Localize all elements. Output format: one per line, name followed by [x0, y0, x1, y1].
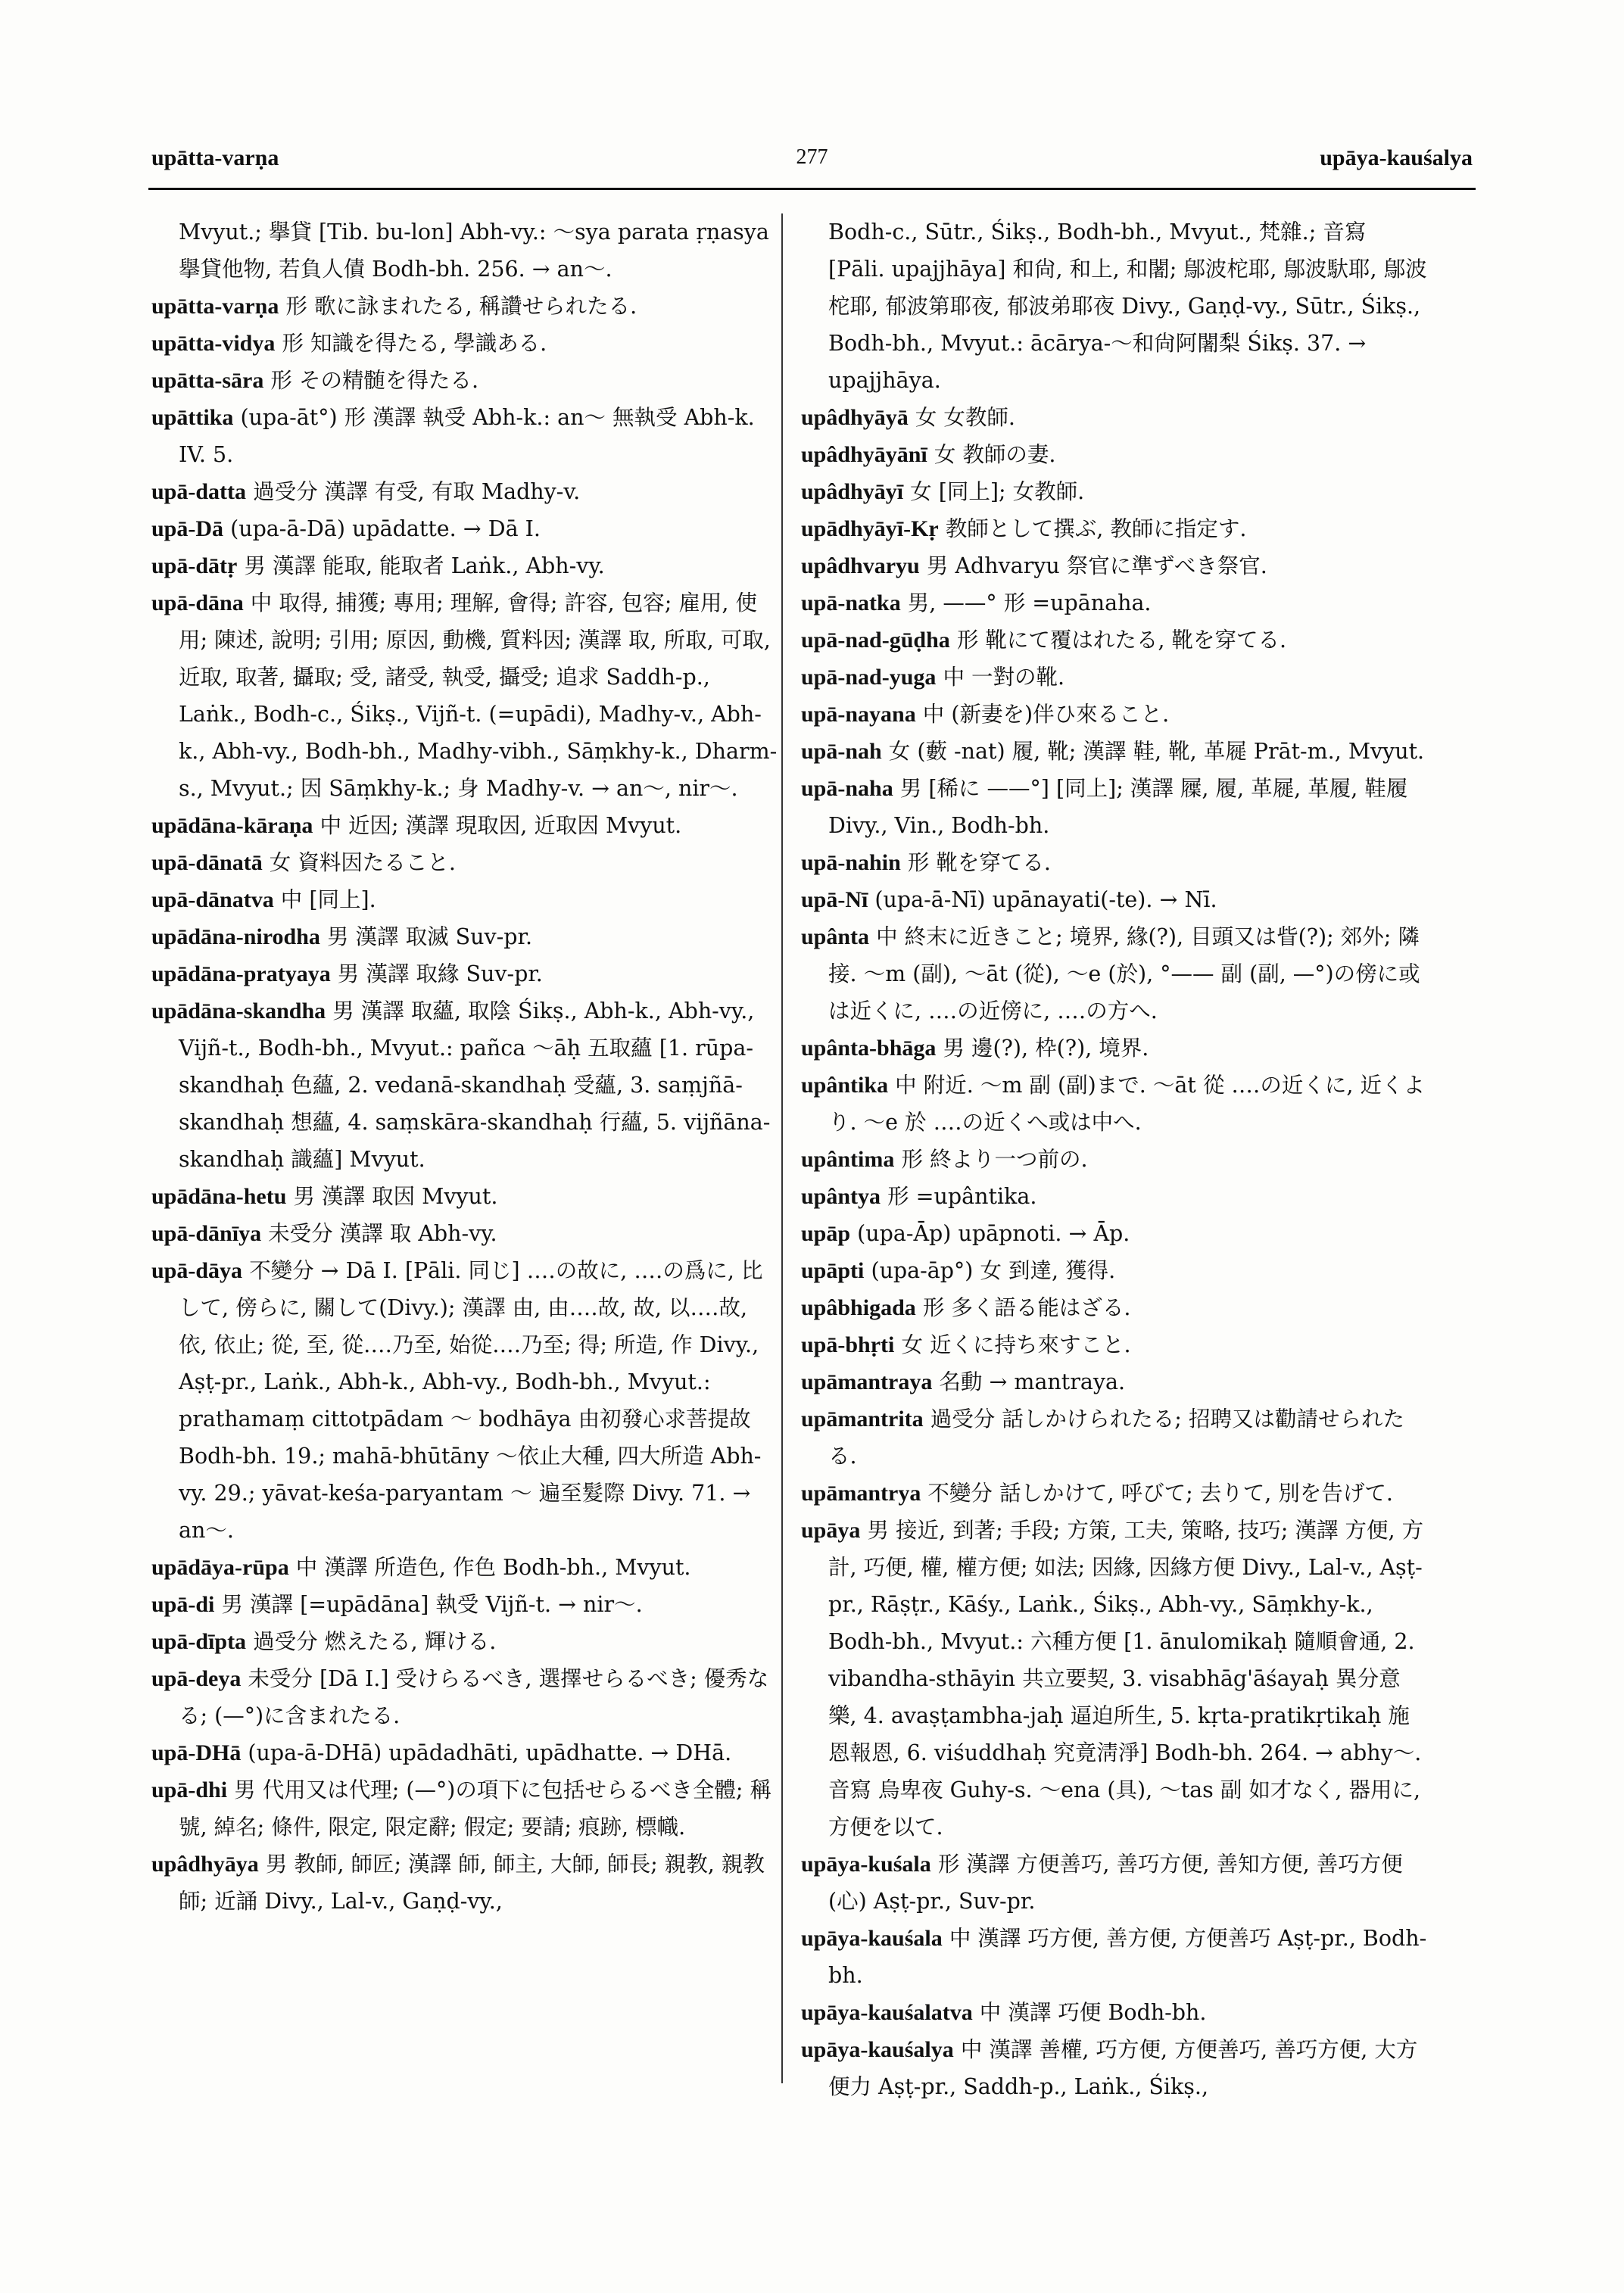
entry-headword: upāpti [801, 1258, 865, 1283]
entry-headword: upāya [801, 1518, 861, 1543]
dictionary-entry [151, 362, 778, 399]
entry-headword: upā-nayana [801, 702, 916, 727]
dictionary-entry [151, 1771, 778, 1846]
entry-definition: 男 漢譯 取蘊, 取陰 Śikṣ., Abh-k., Abh-vy., Vijñ-t., Bodh-bh., Mvyut.: pañca 〜āḥ 五取蘊 [1. rūpa-skandhaḥ 色蘊, 2. vedanā-skandhaḥ 受蘊, 3. saṃjñā-skandhaḥ 想蘊, 4. saṃskāra-skandhaḥ 行蘊, 5. vijñāna-skandhaḥ 識蘊] Mvyut. [179, 999, 771, 1172]
dictionary-entry [801, 213, 1428, 399]
entry-definition: 中 近因; 漢譯 現取因, 近取因 Mvyut. [320, 813, 682, 838]
dictionary-entry [801, 918, 1428, 1030]
entry-headword: upā-DHā [151, 1740, 242, 1765]
dictionary-entry [801, 1400, 1428, 1475]
page-number: 277 [796, 145, 828, 169]
entry-definition: 男 漢譯 取滅 Suv-pr. [326, 924, 533, 949]
entry-headword: upāmantraya [801, 1369, 933, 1394]
entry-definition: 不變分 話しかけて, 呼びて; 去りて, 別を告げて. [927, 1481, 1393, 1506]
entry-definition: Bodh-c., Sūtr., Śikṣ., Bodh-bh., Mvyut., 梵雜.; 音寫 [Pāli. upajjhāya] 和尙, 和上, 和闍; 鄔波柁耶, 鄔波馱耶, 鄔波柁耶, 郁波第耶夜, 郁波弟耶夜 Divy., Gaṇḍ-vy., Sūtr., Śikṣ., Bodh-bh., Mvyut.: ācārya-〜和尙阿闍梨 Śikṣ. 37. → upajjhāya. [828, 220, 1427, 393]
entry-definition: 中 漢譯 善權, 巧方便, 方便善巧, 善巧方便, 大方便力 Aṣṭ-pr., Saddh-p., Laṅk., Śikṣ., [828, 2037, 1418, 2099]
dictionary-entry [151, 288, 778, 325]
entry-definition: 中 漢譯 巧方便, 善方便, 方便善巧 Aṣṭ-pr., Bodh-bh. [828, 1926, 1427, 1988]
entry-definition: 中 一對の靴. [943, 665, 1065, 690]
dictionary-entry [151, 510, 778, 547]
dictionary-entry [801, 1067, 1428, 1141]
entry-headword: upâdhyāyānī [801, 442, 927, 467]
entry-headword: upāya-kuśala [801, 1852, 931, 1877]
dictionary-entry [801, 1363, 1428, 1400]
dictionary-entry [151, 1215, 778, 1252]
dictionary-entry [151, 1846, 778, 1920]
entry-headword: upādāna-skandha [151, 999, 326, 1023]
running-head-right: upāya-kauśalya [1320, 145, 1473, 170]
entry-headword: upā-datta [151, 479, 247, 504]
entry-headword: upā-nad-yuga [801, 665, 937, 690]
dictionary-entry [801, 399, 1428, 436]
column-divider [781, 213, 783, 2083]
entry-definition: 中 附近. 〜m 副 (副)まで. 〜āt 從 ‥‥の近くに, 近くより. 〜e 於 ‥‥の近くへ或は中へ. [828, 1073, 1426, 1135]
entry-headword: upā-dātṛ [151, 553, 238, 578]
dictionary-entry [151, 844, 778, 881]
entry-headword: upântya [801, 1184, 881, 1209]
entry-definition: 過受分 漢譯 有受, 有取 Madhy-v. [253, 479, 581, 504]
entry-headword: upântika [801, 1073, 889, 1098]
entry-definition: 形 その精髄を得たる. [270, 368, 479, 393]
dictionary-entry [151, 473, 778, 510]
left-column [151, 213, 778, 2121]
entry-headword: upāya-kauśala [801, 1926, 943, 1951]
entry-headword: upāttika [151, 405, 234, 430]
entry-headword: upādāna-kāraṇa [151, 813, 313, 838]
dictionary-entry [151, 1178, 778, 1215]
entry-headword: upā-dhi [151, 1777, 228, 1802]
dictionary-entry [151, 584, 778, 807]
dictionary-entry [801, 1289, 1428, 1326]
dictionary-entry [151, 807, 778, 844]
dictionary-entry [151, 1252, 778, 1549]
dictionary-entry [151, 1734, 778, 1771]
entry-definition: 男 邊(?), 枠(?), 境界. [943, 1036, 1149, 1061]
entry-headword: upā-Dā [151, 516, 224, 541]
dictionary-entry [151, 213, 778, 288]
entry-definition: (upa-Āp) upāpnoti. → Āp. [857, 1221, 1130, 1246]
entry-headword: upādāna-pratyaya [151, 961, 331, 986]
dictionary-entry [801, 881, 1428, 918]
entry-definition: 教師として撰ぶ, 教師に指定す. [945, 516, 1247, 541]
entry-headword: upādhyāyī-Kṛ [801, 516, 939, 541]
entry-headword: upā-naha [801, 776, 893, 801]
entry-headword: upā-dānatā [151, 850, 263, 875]
dictionary-entry [801, 622, 1428, 659]
dictionary-entry [801, 1326, 1428, 1363]
entry-headword: upânta-bhāga [801, 1036, 937, 1061]
dictionary-entry [801, 1252, 1428, 1289]
entry-definition: 女 女教師. [915, 405, 1015, 430]
dictionary-entry [801, 1994, 1428, 2031]
entry-definition: 中 終末に近きこと; 境界, 緣(?), 目頭又は眥(?); 郊外; 隣接. 〜m (副), 〜āt (從), 〜e (於), °—— 副 (副, —°)の傍に或は近くに, ‥‥の近傍に, ‥‥の方へ. [828, 924, 1420, 1023]
entry-headword: upā-dānīya [151, 1221, 262, 1246]
entry-headword: upā-natka [801, 590, 901, 615]
dictionary-entry [151, 955, 778, 992]
entry-headword: upātta-varṇa [151, 294, 279, 319]
entry-definition: 男 漢譯 取緣 Suv-pr. [337, 961, 543, 986]
entry-headword: upântima [801, 1147, 895, 1172]
entry-definition: (upa-āp°) 女 到達, 獲得. [871, 1258, 1116, 1283]
dictionary-entry [801, 1141, 1428, 1178]
entry-headword: upā-nahin [801, 850, 901, 875]
entry-definition: 女 資料因たること. [269, 850, 456, 875]
entry-definition: (upa-ā-DHā) upādadhāti, upādhatte. → DHā. [248, 1740, 732, 1765]
entry-definition: 女 (藪 -nat) 履, 靴; 漢譯 鞋, 靴, 革屣 Prāt-m., Mvyut. [888, 739, 1425, 764]
entry-definition: Mvyut.; 擧貸 [Tib. bu-lon] Abh-vy.: 〜sya parata ṛṇasya 擧貸他物, 若負人債 Bodh-bh. 256. → an〜. [179, 220, 769, 282]
entry-definition: 不變分 → Dā I. [Pāli. 同じ] ‥‥の故に, ‥‥の爲に, 比して, 傍らに, 關して(Divy.); 漢譯 由, 由‥‥故, 故, 以‥‥故, 依, 依止; 從, 至, 從‥‥乃至, 始從‥‥乃至; 得; 所造, 作 Divy., Aṣṭ-pr., Laṅk., Abh-k., Abh-vy., Bodh-bh., Mvyut.: prathamaṃ cittotpādam 〜 bodhāya 由初發心求菩提故 Bodh-bh. 19.; mahā-bhūtāny 〜依止大種, 四大所造 Abh-vy. 29.; yāvat-keśa-paryantam 〜 遍至髮際 Divy. 71. → an〜. [179, 1258, 763, 1543]
entry-definition: 過受分 話しかけられたる; 招聘又は勸請せられたる. [828, 1407, 1404, 1469]
page-header [151, 145, 1473, 183]
dictionary-entry [151, 325, 778, 362]
entry-headword: upā-nah [801, 739, 882, 764]
entry-definition: 形 靴を穿てる. [907, 850, 1051, 875]
entry-definition: 男, ——° 形 =upānaha. [907, 590, 1152, 615]
dictionary-entry [801, 1846, 1428, 1920]
entry-definition: 男 Adhvaryu 祭官に準ずべき祭官. [926, 553, 1267, 578]
entry-headword: upāmantrya [801, 1481, 921, 1506]
entry-headword: upā-nad-gūḍha [801, 628, 950, 653]
entry-definition: 男 漢譯 能取, 能取者 Laṅk., Abh-vy. [244, 553, 605, 578]
entry-definition: (upa-ā-Dā) upādatte. → Dā I. [230, 516, 541, 541]
entry-headword: upā-Nī [801, 887, 868, 912]
entry-headword: upā-dānatva [151, 887, 274, 912]
entry-headword: upāya-kauśalatva [801, 2000, 973, 2025]
entry-definition: 中 漢譯 巧便 Bodh-bh. [979, 2000, 1207, 2025]
dictionary-entry [801, 696, 1428, 733]
dictionary-entry [801, 2031, 1428, 2105]
dictionary-entry [151, 1623, 778, 1660]
dictionary-entry [801, 770, 1428, 844]
entry-headword: upāmantrita [801, 1407, 924, 1432]
dictionary-entry [151, 1586, 778, 1623]
dictionary-entry [151, 992, 778, 1178]
entry-definition: 女 近くに持ち來すこと. [901, 1332, 1131, 1357]
entry-headword: upātta-sāra [151, 368, 264, 393]
entry-headword: upâdhvaryu [801, 553, 920, 578]
entry-definition: 未受分 [Dā I.] 受けらるべき, 選擇せらるべき; 優秀なる; (—°)に含まれたる. [179, 1666, 769, 1728]
entry-headword: upâdhyāya [151, 1852, 259, 1877]
entry-definition: 中 (新妻を)伴ひ來ること. [922, 702, 1170, 727]
entry-definition: 中 [同上]. [280, 887, 376, 912]
dictionary-entry [801, 1030, 1428, 1067]
dictionary-entry [801, 733, 1428, 770]
dictionary-entry [801, 1920, 1428, 1994]
dictionary-entry [801, 510, 1428, 547]
entry-definition: 男 漢譯 [=upādāna] 執受 Vijñ-t. → nir〜. [221, 1592, 643, 1617]
dictionary-entry [151, 547, 778, 584]
entry-definition: 形 終より一つ前の. [901, 1147, 1088, 1172]
dictionary-entry [801, 473, 1428, 510]
dictionary-entry [801, 547, 1428, 584]
entry-definition: 形 知識を得たる, 學識ある. [282, 331, 547, 356]
entry-headword: upāya-kauśalya [801, 2037, 954, 2062]
dictionary-entry [801, 1475, 1428, 1512]
dictionary-entry [801, 1178, 1428, 1215]
entry-definition: (upa-āt°) 形 漢譯 執受 Abh-k.: an〜 無執受 Abh-k. IV. 5. [179, 405, 755, 467]
entry-definition: 形 歌に詠まれたる, 稱讚せられたる. [285, 294, 637, 319]
entry-definition: 形 =upântika. [887, 1184, 1037, 1209]
dictionary-entry [151, 399, 778, 473]
entry-definition: 形 靴にて覆はれたる, 靴を穿てる. [956, 628, 1287, 653]
header-rule [148, 188, 1476, 190]
dictionary-entry [801, 436, 1428, 473]
entry-headword: upā-dāya [151, 1258, 243, 1283]
entry-definition: 男 接近, 到著; 手段; 方策, 工夫, 策略, 技巧; 漢譯 方便, 方計, 巧便, 權, 權方便; 如法; 因緣, 因緣方便 Divy., Lal-v., Aṣṭ-pr., Rāṣṭr., Kāśy., Laṅk., Śikṣ., Abh-vy., Sāṃkhy-k., Bodh-bh., Mvyut.: 六種方便 [1. ānulomikaḥ 隨順會通, 2. vibandha-sthāyin 共立要契, 3. visabhāg'āśayaḥ 異分意樂, 4. avaṣṭambha-jaḥ 逼迫所生, 5. kṛta-pratikṛtikaḥ 施恩報恩, 6. viśuddhaḥ 究竟淸淨] Bodh-bh. 264. → abhy〜. 音寫 烏卑夜 Guhy-s. 〜ena (具), 〜tas 副 如才なく, 器用に, 方便を以て. [828, 1518, 1424, 1840]
entry-definition: 過受分 燃えたる, 輝ける. [253, 1629, 497, 1654]
entry-definition: 形 漢譯 方便善巧, 善巧方便, 善知方便, 善巧方便(心) Aṣṭ-pr., Suv-pr. [828, 1852, 1403, 1914]
entry-headword: upā-deya [151, 1666, 242, 1691]
entry-headword: upā-dīpta [151, 1629, 247, 1654]
entry-definition: 中 漢譯 所造色, 作色 Bodh-bh., Mvyut. [295, 1555, 691, 1580]
entry-definition: 女 [同上]; 女教師. [910, 479, 1085, 504]
entry-definition: 男 代用又は代理; (—°)の項下に包括せらるべき全體; 稱號, 綽名; 條件, 限定, 限定辭; 假定; 要請; 痕跡, 標幟. [179, 1777, 772, 1840]
dictionary-entry [151, 918, 778, 955]
dictionary-entry [151, 1660, 778, 1734]
entry-headword: upā-bhṛti [801, 1332, 895, 1357]
entry-definition: 名動 → mantraya. [939, 1369, 1126, 1394]
dictionary-entry [801, 584, 1428, 622]
entry-headword: upātta-vidya [151, 331, 276, 356]
entry-definition: 男 教師, 師匠; 漢譯 師, 師主, 大師, 師長; 親教, 親教師; 近誦 Divy., Lal-v., Gaṇḍ-vy., [179, 1852, 765, 1914]
dictionary-entry [801, 844, 1428, 881]
entry-definition: 男 [稀に ——°] [同上]; 漢譯 屧, 履, 革屣, 革履, 鞋履 Divy., Vin., Bodh-bh. [828, 776, 1408, 838]
entry-definition: 中 取得, 捕獲; 專用; 理解, 會得; 許容, 包容; 雇用, 使用; 陳述, 說明; 引用; 原因, 動機, 質料因; 漢譯 取, 所取, 可取, 近取, 取著, 攝取; 受, 諸受, 執受, 攝受; 追求 Saddh-p., Laṅk., Bodh-c., Śikṣ., Vijñ-t. (=upādi), Madhy-v., Abh-k., Abh-vy., Bodh-bh., Madhy-vibh., Sāṃkhy-k., Dharm-s., Mvyut.; 因 Sāṃkhy-k.; 身 Madhy-v. → an〜, nir〜. [179, 590, 778, 801]
entry-definition: (upa-ā-Nī) upānayati(-te). → Nī. [874, 887, 1217, 912]
dictionary-entry [801, 1512, 1428, 1846]
entry-definition: 女 教師の妻. [934, 442, 1056, 467]
entry-headword: upādāya-rūpa [151, 1555, 289, 1580]
right-column [801, 213, 1428, 2121]
entry-headword: upâbhigada [801, 1295, 916, 1320]
entry-headword: upāp [801, 1221, 851, 1246]
dictionary-entry [151, 881, 778, 918]
entry-headword: upādāna-nirodha [151, 924, 320, 949]
entry-headword: upâdhyāyī [801, 479, 904, 504]
entry-headword: upā-di [151, 1592, 215, 1617]
entry-headword: upādāna-hetu [151, 1184, 287, 1209]
entry-headword: upā-dāna [151, 590, 244, 615]
entry-headword: upânta [801, 924, 870, 949]
entry-definition: 未受分 漢譯 取 Abh-vy. [268, 1221, 497, 1246]
entry-definition: 形 多く語る能はざる. [922, 1295, 1131, 1320]
entry-definition: 男 漢譯 取因 Mvyut. [293, 1184, 498, 1209]
entry-headword: upâdhyāyā [801, 405, 909, 430]
dictionary-entry [151, 1549, 778, 1586]
dictionary-entry [801, 1215, 1428, 1252]
running-head-left: upātta-varṇa [151, 145, 279, 170]
dictionary-entry [801, 659, 1428, 696]
